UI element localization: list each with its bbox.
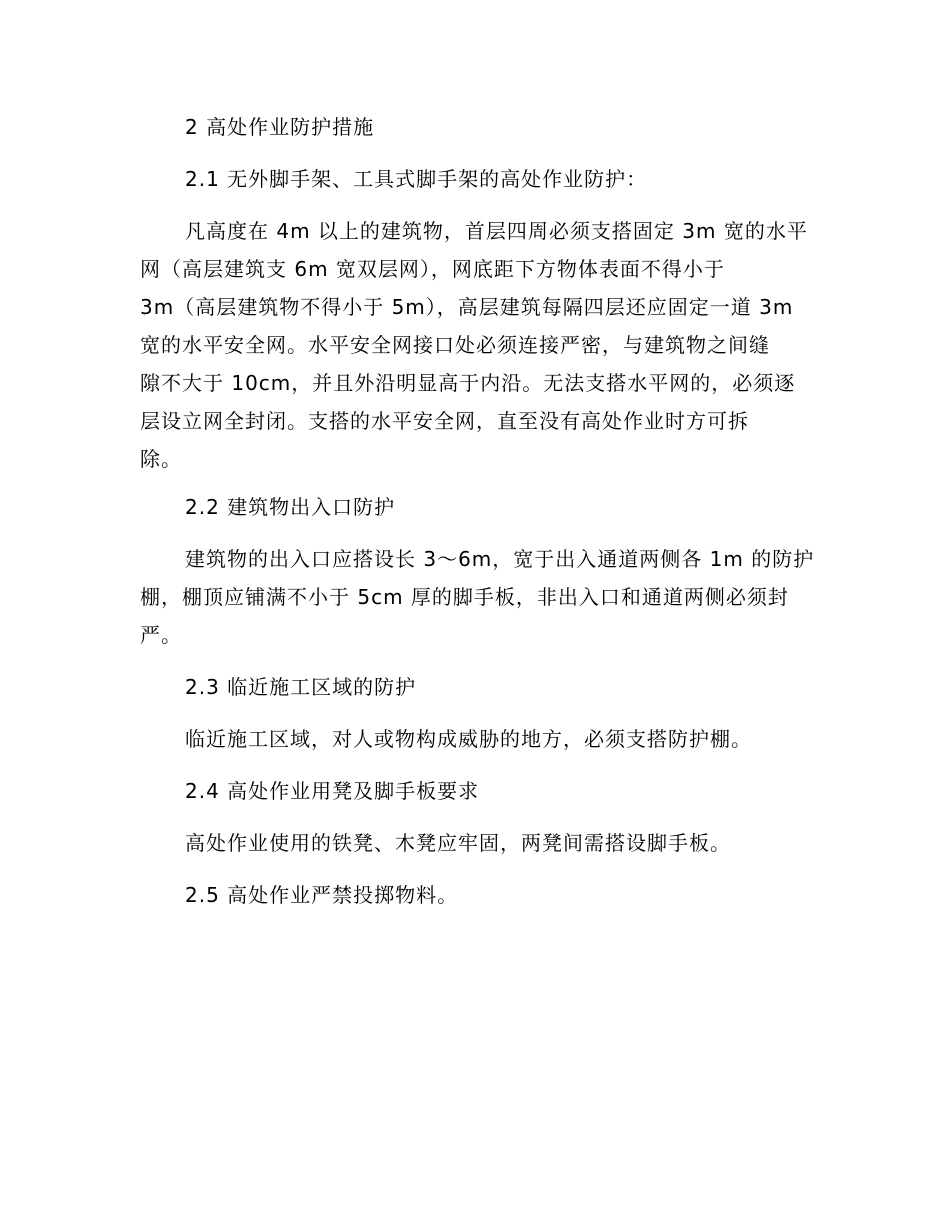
paragraph-line: 网（高层建筑支 6m 宽双层网），网底距下方物体表面不得小于 <box>140 257 725 281</box>
subsection-title-2-4: 2.4 高处作业用凳及脚手板要求 <box>185 779 480 803</box>
subsection-title-2-3: 2.3 临近施工区域的防护 <box>185 675 417 699</box>
paragraph-line: 宽的水平安全网。水平安全网接口处必须连接严密，与建筑物之间缝 <box>140 333 770 357</box>
paragraph-line: 隙不大于 10cm，并且外沿明显高于内沿。无法支搭水平网的，必须逐 <box>140 371 796 395</box>
subsection-title-2-2: 2.2 建筑物出入口防护 <box>185 495 396 519</box>
section-heading: 2 高处作业防护措施 <box>185 115 375 139</box>
paragraph-line: 严。 <box>140 623 182 647</box>
paragraph-line: 高处作业使用的铁凳、木凳应牢固，两凳间需搭设脚手板。 <box>185 831 731 855</box>
paragraph-line: 凡高度在 4m 以上的建筑物，首层四周必须支搭固定 3m 宽的水平 <box>185 219 808 243</box>
paragraph-line: 棚，棚顶应铺满不小于 5cm 厚的脚手板，非出入口和通道两侧必须封 <box>140 585 789 609</box>
subsection-title-2-5: 2.5 高处作业严禁投掷物料。 <box>185 883 459 907</box>
subsection-title-2-1: 2.1 无外脚手架、工具式脚手架的高处作业防护： <box>185 167 648 191</box>
paragraph-line: 建筑物的出入口应搭设长 3～6m，宽于出入通道两侧各 1m 的防护 <box>185 547 815 571</box>
paragraph-line: 临近施工区域，对人或物构成威胁的地方，必须支搭防护棚。 <box>185 727 752 751</box>
paragraph-line: 除。 <box>140 447 182 471</box>
paragraph-line: 层设立网全封闭。支搭的水平安全网，直至没有高处作业时方可拆 <box>140 409 749 433</box>
paragraph-line: 3m（高层建筑物不得小于 5m），高层建筑每隔四层还应固定一道 3m <box>140 295 794 319</box>
